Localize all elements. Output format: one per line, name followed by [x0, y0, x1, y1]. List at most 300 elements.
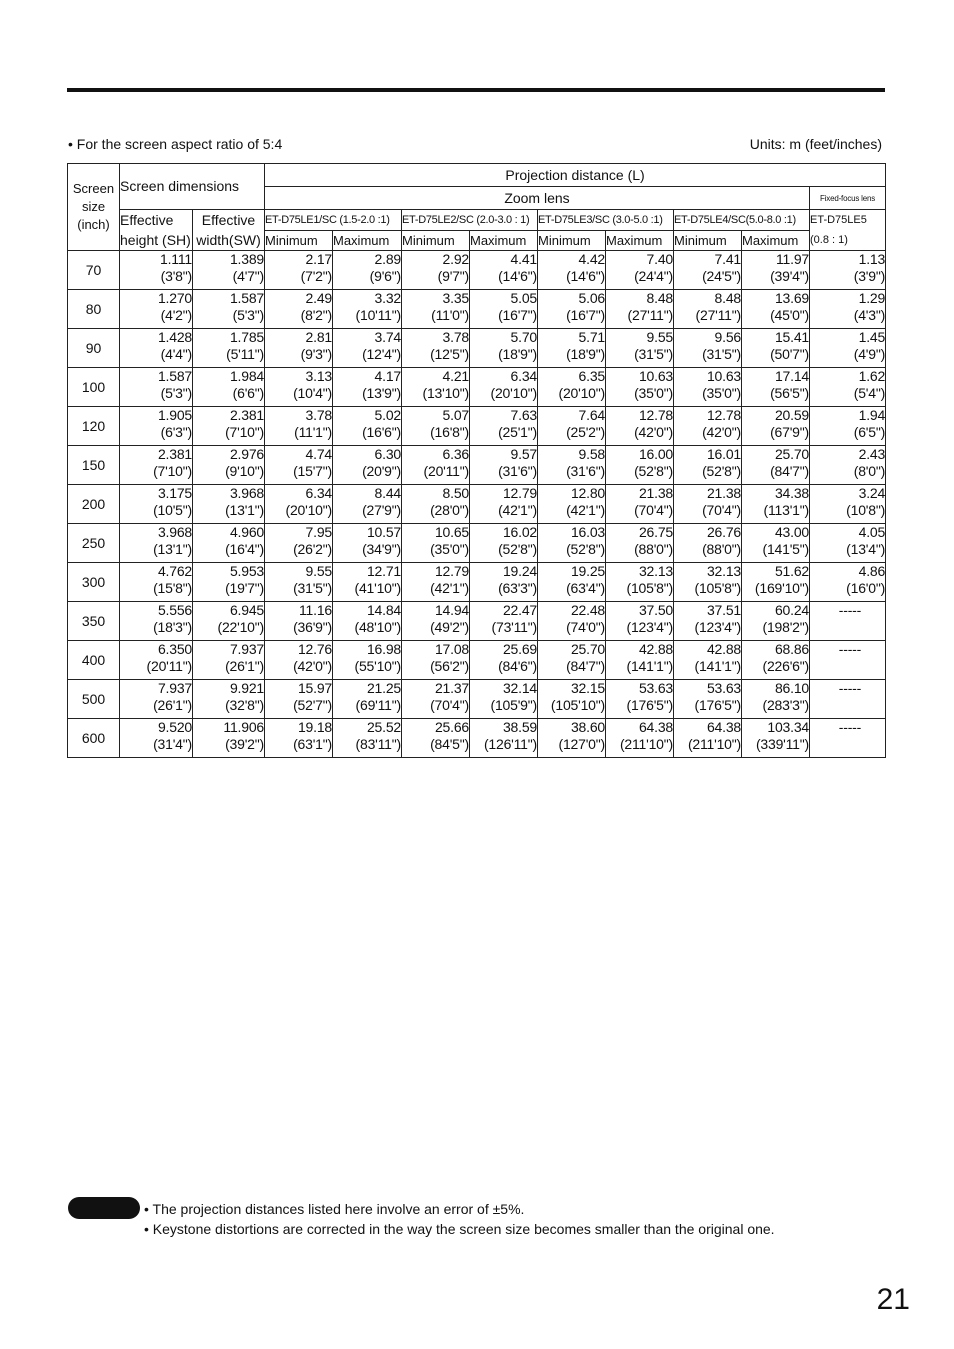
- screen-size-cell: 200: [68, 485, 120, 524]
- imperial-value: (9'7"): [437, 267, 469, 284]
- value-cell: [265, 680, 333, 719]
- value-cell: [402, 290, 470, 329]
- imperial-value: (42'1"): [430, 579, 469, 596]
- imperial-value: (74'0"): [566, 618, 605, 635]
- metric-value: 4.42: [578, 251, 605, 267]
- value-cell: [402, 329, 470, 368]
- metric-value: 12.78: [706, 407, 741, 423]
- value-cell: [674, 524, 742, 563]
- value-cell: [120, 719, 193, 758]
- imperial-value: (14'6"): [498, 267, 537, 284]
- value-cell: [470, 485, 538, 524]
- metric-value: 10.63: [638, 368, 673, 384]
- value-cell: [402, 602, 470, 641]
- metric-value: 17.08: [434, 641, 469, 657]
- value-cell: [538, 680, 606, 719]
- metric-value: 25.69: [502, 641, 537, 657]
- value-cell: [193, 407, 265, 446]
- metric-value: 37.50: [638, 602, 673, 618]
- metric-value: 25.70: [774, 446, 809, 462]
- value-cell: [674, 485, 742, 524]
- metric-value: 60.24: [774, 602, 809, 618]
- imperial-value: (20'11"): [146, 657, 192, 674]
- value-cell: [606, 290, 674, 329]
- metric-value: 15.97: [297, 680, 332, 696]
- value-cell: [810, 602, 886, 641]
- table-row: [68, 290, 886, 329]
- value-cell: [742, 524, 810, 563]
- metric-value: 1.45: [858, 329, 886, 345]
- metric-value: 8.48: [646, 290, 673, 306]
- value-cell: [193, 563, 265, 602]
- value-cell: [674, 251, 742, 290]
- table-row: [68, 719, 886, 758]
- value-cell: [742, 407, 810, 446]
- imperial-value: (169'10"): [754, 579, 809, 596]
- value-cell: [538, 329, 606, 368]
- metric-value: 12.78: [638, 407, 673, 423]
- metric-value: 7.937: [229, 641, 264, 657]
- imperial-value: (15'7"): [293, 462, 332, 479]
- table-row: [68, 368, 886, 407]
- imperial-value: (283'3"): [762, 696, 809, 713]
- imperial-value: (56'2"): [430, 657, 469, 674]
- screen-size-cell: 70: [68, 251, 120, 290]
- metric-value: 1.905: [157, 407, 192, 423]
- imperial-value: (31'6"): [566, 462, 605, 479]
- table-row: [68, 446, 886, 485]
- notes: [144, 1199, 775, 1239]
- metric-value: 7.63: [510, 407, 537, 423]
- imperial-value: (20'10"): [285, 501, 332, 518]
- value-cell: [606, 524, 674, 563]
- value-cell: [193, 368, 265, 407]
- lens-le1-header: ET-D75LE1/SC (1.5-2.0 :1): [265, 210, 402, 231]
- screen-size-cell: 400: [68, 641, 120, 680]
- imperial-value: (7'10"): [225, 423, 264, 440]
- maximum-header: Maximum: [742, 231, 810, 251]
- metric-value: 19.18: [297, 719, 332, 735]
- imperial-value: (176'5"): [626, 696, 673, 713]
- imperial-value: (18'9"): [566, 345, 605, 362]
- value-cell: [120, 485, 193, 524]
- value-cell: [470, 329, 538, 368]
- value-cell: [402, 485, 470, 524]
- top-rule: [67, 88, 885, 92]
- metric-value: 5.556: [157, 602, 192, 618]
- imperial-value: (42'1"): [566, 501, 605, 518]
- imperial-value: (42'0"): [634, 423, 673, 440]
- note-line: • The projection distances listed here involve an error of ±5%.: [144, 1201, 525, 1217]
- metric-value: 11.16: [299, 602, 332, 618]
- screen-size-cell: 600: [68, 719, 120, 758]
- value-cell: [470, 641, 538, 680]
- metric-value: 1.785: [229, 329, 264, 345]
- metric-value: 6.30: [374, 446, 401, 462]
- metric-value: 1.13: [858, 251, 886, 267]
- metric-value: 21.38: [706, 485, 741, 501]
- imperial-value: (141'1"): [694, 657, 741, 674]
- value-cell: [470, 446, 538, 485]
- value-cell: [333, 524, 402, 563]
- metric-value: 42.88: [706, 641, 741, 657]
- value-cell: [606, 446, 674, 485]
- value-cell: [333, 719, 402, 758]
- metric-value: 34.38: [774, 485, 809, 501]
- metric-value: 16.98: [366, 641, 401, 657]
- imperial-value: (18'3"): [153, 618, 192, 635]
- imperial-value: (11'0"): [431, 306, 469, 323]
- value-cell: [402, 407, 470, 446]
- value-cell: [333, 563, 402, 602]
- metric-value: 2.81: [305, 329, 332, 345]
- imperial-value: (20'10"): [558, 384, 605, 401]
- metric-value: 3.32: [374, 290, 401, 306]
- imperial-value: (42'0"): [702, 423, 741, 440]
- value-cell: [333, 485, 402, 524]
- value-cell: [742, 329, 810, 368]
- metric-value: 5.07: [442, 407, 469, 423]
- imperial-value: (45'0"): [770, 306, 809, 323]
- metric-value: 7.937: [157, 680, 192, 696]
- metric-value: 2.89: [374, 251, 401, 267]
- value-cell: [333, 290, 402, 329]
- metric-value: 64.38: [706, 719, 741, 735]
- imperial-value: [810, 697, 861, 714]
- metric-value: -----: [838, 680, 862, 696]
- value-cell: [674, 563, 742, 602]
- value-cell: [265, 251, 333, 290]
- imperial-value: (20'9"): [362, 462, 401, 479]
- value-cell: [193, 524, 265, 563]
- imperial-value: (4'3"): [853, 306, 886, 323]
- metric-value: 22.48: [570, 602, 605, 618]
- metric-value: 25.52: [366, 719, 401, 735]
- metric-value: 8.44: [374, 485, 401, 501]
- lens-le5-header: ET-D75LE5 (0.8 : 1): [810, 210, 886, 251]
- metric-value: 3.78: [442, 329, 469, 345]
- metric-value: 3.35: [442, 290, 469, 306]
- metric-value: 1.270: [157, 290, 192, 306]
- metric-value: 21.25: [366, 680, 401, 696]
- metric-value: 12.79: [502, 485, 537, 501]
- metric-value: 3.74: [374, 329, 401, 345]
- imperial-value: (19'7"): [225, 579, 264, 596]
- value-cell: [538, 641, 606, 680]
- screen-size-cell: 500: [68, 680, 120, 719]
- value-cell: [606, 641, 674, 680]
- value-cell: [606, 563, 674, 602]
- metric-value: 6.35: [578, 368, 605, 384]
- imperial-value: (48'10"): [354, 618, 401, 635]
- imperial-value: (22'10"): [217, 618, 264, 635]
- metric-value: 12.79: [434, 563, 469, 579]
- imperial-value: (14'6"): [566, 267, 605, 284]
- table-row: [68, 407, 886, 446]
- value-cell: [810, 446, 886, 485]
- metric-value: 5.70: [510, 329, 537, 345]
- imperial-value: (4'2"): [160, 306, 192, 323]
- metric-value: 9.56: [714, 329, 741, 345]
- imperial-value: (5'3"): [160, 384, 192, 401]
- imperial-value: (123'4"): [694, 618, 741, 635]
- table-row: [68, 329, 886, 368]
- value-cell: [120, 602, 193, 641]
- value-cell: [193, 641, 265, 680]
- imperial-value: (4'4"): [160, 345, 192, 362]
- value-cell: [810, 407, 886, 446]
- imperial-value: (141'1"): [626, 657, 673, 674]
- value-cell: [333, 680, 402, 719]
- projection-distance-header: Projection distance (L): [265, 164, 886, 187]
- value-cell: [120, 251, 193, 290]
- imperial-value: (26'1"): [225, 657, 264, 674]
- screen-size-cell: 150: [68, 446, 120, 485]
- table-row: [68, 485, 886, 524]
- minimum-header: Minimum: [402, 231, 470, 251]
- value-cell: [674, 641, 742, 680]
- metric-value: 10.57: [366, 524, 401, 540]
- imperial-value: (52'8"): [634, 462, 673, 479]
- value-cell: [470, 602, 538, 641]
- projection-distance-table: [67, 163, 886, 758]
- value-cell: [606, 329, 674, 368]
- metric-value: 4.17: [374, 368, 401, 384]
- value-cell: [810, 485, 886, 524]
- value-cell: [674, 602, 742, 641]
- imperial-value: (15'8"): [153, 579, 192, 596]
- table-row: [68, 251, 886, 290]
- value-cell: [810, 641, 886, 680]
- metric-value: 1.62: [858, 368, 886, 384]
- value-cell: [606, 368, 674, 407]
- minimum-header: Minimum: [265, 231, 333, 251]
- metric-value: 1.984: [229, 368, 264, 384]
- metric-value: 4.86: [858, 563, 886, 579]
- value-cell: [193, 446, 265, 485]
- imperial-value: (28'0"): [430, 501, 469, 518]
- imperial-value: (20'10"): [490, 384, 537, 401]
- effective-height-header: Effective height (SH): [120, 210, 193, 251]
- metric-value: 12.80: [570, 485, 605, 501]
- value-cell: [120, 563, 193, 602]
- value-cell: [193, 719, 265, 758]
- value-cell: [265, 485, 333, 524]
- imperial-value: (27'11"): [695, 306, 741, 323]
- metric-value: 17.14: [774, 368, 809, 384]
- metric-value: 6.34: [305, 485, 332, 501]
- metric-value: 26.75: [638, 524, 673, 540]
- imperial-value: (56'5"): [770, 384, 809, 401]
- imperial-value: (25'1"): [498, 423, 537, 440]
- value-cell: [538, 368, 606, 407]
- metric-value: 3.968: [229, 485, 264, 501]
- imperial-value: (12'5"): [430, 345, 469, 362]
- metric-value: 103.34: [767, 719, 809, 735]
- imperial-value: (31'5"): [293, 579, 332, 596]
- value-cell: [606, 680, 674, 719]
- metric-value: 5.953: [229, 563, 264, 579]
- metric-value: 32.14: [502, 680, 537, 696]
- metric-value: 6.36: [442, 446, 469, 462]
- metric-value: 32.13: [638, 563, 673, 579]
- value-cell: [674, 446, 742, 485]
- screen-size-cell: 120: [68, 407, 120, 446]
- minimum-header: Minimum: [674, 231, 742, 251]
- value-cell: [742, 485, 810, 524]
- metric-value: 16.01: [706, 446, 741, 462]
- imperial-value: (55'10"): [354, 657, 401, 674]
- value-cell: [402, 524, 470, 563]
- metric-value: 7.95: [305, 524, 332, 540]
- value-cell: [265, 602, 333, 641]
- imperial-value: (70'4"): [430, 696, 469, 713]
- table-row: [68, 563, 886, 602]
- imperial-value: (24'5"): [702, 267, 741, 284]
- imperial-value: (39'4"): [770, 267, 809, 284]
- metric-value: 2.49: [305, 290, 332, 306]
- metric-value: 13.69: [774, 290, 809, 306]
- metric-value: 4.21: [442, 368, 469, 384]
- imperial-value: (50'7"): [770, 345, 809, 362]
- metric-value: 25.70: [570, 641, 605, 657]
- metric-value: 14.94: [434, 602, 469, 618]
- metric-value: 6.34: [510, 368, 537, 384]
- value-cell: [470, 368, 538, 407]
- metric-value: 37.51: [706, 602, 741, 618]
- value-cell: [538, 563, 606, 602]
- table-body: [68, 251, 886, 758]
- metric-value: 68.86: [774, 641, 809, 657]
- value-cell: [333, 446, 402, 485]
- value-cell: [120, 290, 193, 329]
- table-row: [68, 680, 886, 719]
- value-cell: [265, 719, 333, 758]
- value-cell: [402, 719, 470, 758]
- metric-value: 1.29: [858, 290, 886, 306]
- imperial-value: (211'10"): [619, 735, 673, 752]
- value-cell: [674, 290, 742, 329]
- metric-value: 4.05: [858, 524, 886, 540]
- value-cell: [674, 680, 742, 719]
- imperial-value: (70'4"): [634, 501, 673, 518]
- value-cell: [538, 524, 606, 563]
- metric-value: 6.945: [229, 602, 264, 618]
- imperial-value: (176'5"): [694, 696, 741, 713]
- value-cell: [742, 563, 810, 602]
- metric-value: 1.111: [160, 251, 192, 267]
- metric-value: 2.976: [229, 446, 264, 462]
- metric-value: 3.968: [157, 524, 192, 540]
- imperial-value: (27'11"): [627, 306, 673, 323]
- imperial-value: (67'9"): [770, 423, 809, 440]
- imperial-value: (31'5"): [702, 345, 741, 362]
- value-cell: [810, 251, 886, 290]
- value-cell: [120, 680, 193, 719]
- imperial-value: (5'11"): [226, 345, 264, 362]
- imperial-value: (36'9"): [293, 618, 332, 635]
- screen-dimensions-header: Screen dimensions: [120, 164, 265, 210]
- minimum-header: Minimum: [538, 231, 606, 251]
- metric-value: 32.15: [570, 680, 605, 696]
- imperial-value: (6'3"): [160, 423, 192, 440]
- value-cell: [265, 641, 333, 680]
- metric-value: 1.428: [157, 329, 192, 345]
- screen-size-header: Screen size (inch): [68, 164, 120, 251]
- imperial-value: (5'4"): [853, 384, 886, 401]
- metric-value: 1.587: [157, 368, 192, 384]
- screen-size-cell: 350: [68, 602, 120, 641]
- imperial-value: (10'5"): [153, 501, 192, 518]
- metric-value: 11.906: [223, 719, 264, 735]
- value-cell: [742, 368, 810, 407]
- value-cell: [265, 446, 333, 485]
- metric-value: 9.520: [157, 719, 192, 735]
- value-cell: [538, 290, 606, 329]
- metric-value: 86.10: [774, 680, 809, 696]
- imperial-value: (13'9"): [362, 384, 401, 401]
- metric-value: 10.63: [706, 368, 741, 384]
- value-cell: [402, 251, 470, 290]
- value-cell: [333, 641, 402, 680]
- imperial-value: (25'2"): [566, 423, 605, 440]
- imperial-value: (84'5"): [430, 735, 469, 752]
- metric-value: -----: [838, 602, 862, 618]
- metric-value: 9.58: [578, 446, 605, 462]
- imperial-value: (7'10"): [153, 462, 192, 479]
- value-cell: [402, 368, 470, 407]
- value-cell: [265, 329, 333, 368]
- imperial-value: (11'1"): [294, 423, 332, 440]
- imperial-value: (4'9"): [853, 345, 886, 362]
- units-caption: Units: m (feet/inches): [749, 136, 882, 152]
- value-cell: [742, 446, 810, 485]
- metric-value: 7.40: [646, 251, 673, 267]
- imperial-value: (52'8"): [702, 462, 741, 479]
- maximum-header: Maximum: [470, 231, 538, 251]
- imperial-value: (8'2"): [300, 306, 332, 323]
- value-cell: [674, 407, 742, 446]
- value-cell: [193, 485, 265, 524]
- metric-value: 16.00: [638, 446, 673, 462]
- lens-le3-header: ET-D75LE3/SC (3.0-5.0 :1): [538, 210, 674, 231]
- imperial-value: (13'4"): [846, 540, 886, 557]
- imperial-value: (84'7"): [770, 462, 809, 479]
- metric-value: 19.25: [570, 563, 605, 579]
- imperial-value: (4'7"): [232, 267, 264, 284]
- value-cell: [470, 524, 538, 563]
- value-cell: [470, 719, 538, 758]
- imperial-value: (88'0"): [702, 540, 741, 557]
- table-row: [68, 524, 886, 563]
- imperial-value: (88'0"): [634, 540, 673, 557]
- metric-value: 9.55: [646, 329, 673, 345]
- metric-value: 43.00: [774, 524, 809, 540]
- value-cell: [193, 602, 265, 641]
- value-cell: [742, 251, 810, 290]
- value-cell: [265, 524, 333, 563]
- value-cell: [606, 251, 674, 290]
- effective-width-header: Effective width(SW): [193, 210, 265, 251]
- metric-value: 19.24: [502, 563, 537, 579]
- imperial-value: (6'6"): [232, 384, 264, 401]
- value-cell: [402, 446, 470, 485]
- imperial-value: (13'1"): [225, 501, 264, 518]
- value-cell: [402, 641, 470, 680]
- metric-value: 38.59: [502, 719, 537, 735]
- value-cell: [120, 446, 193, 485]
- metric-value: 16.02: [502, 524, 537, 540]
